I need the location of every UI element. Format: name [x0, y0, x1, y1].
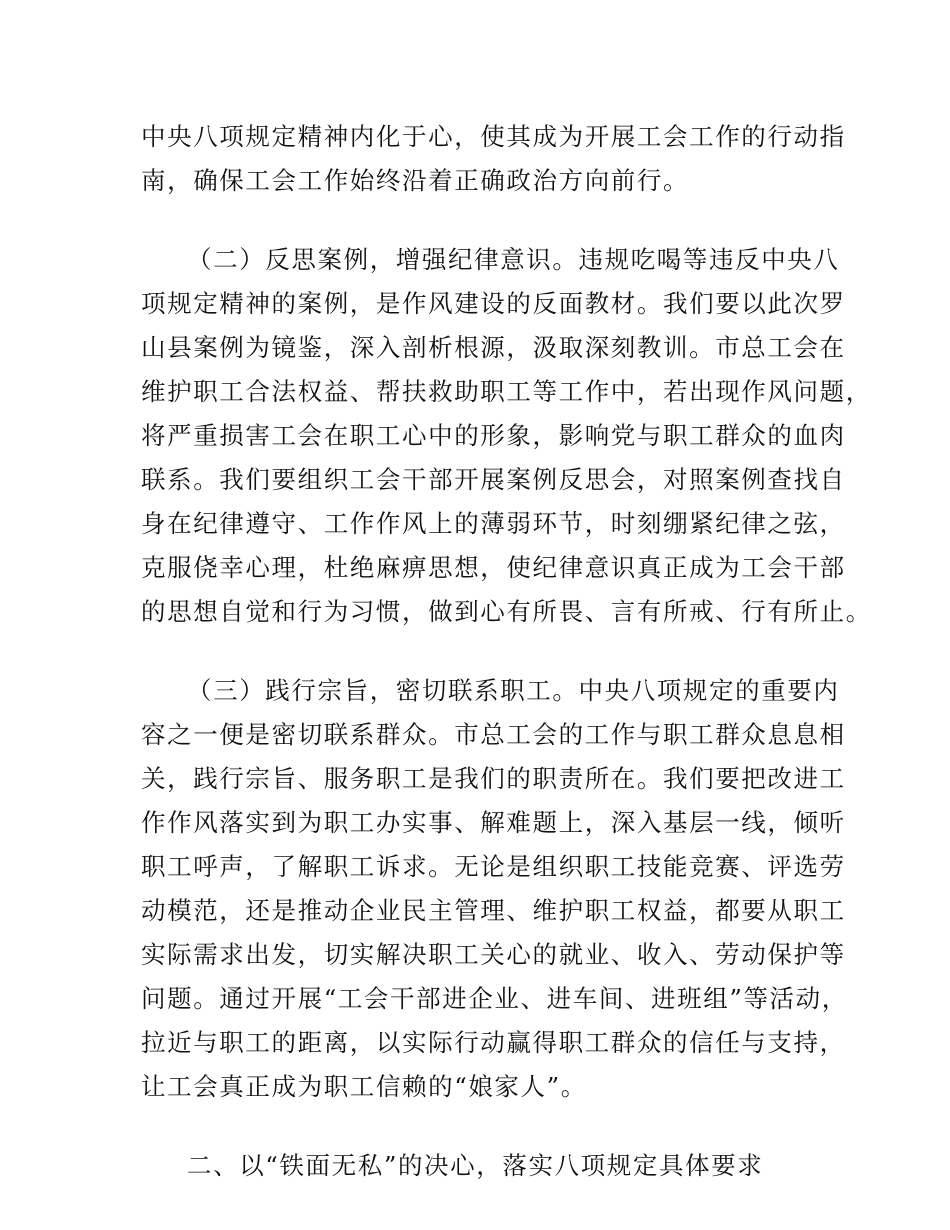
body-line: 关，践行宗旨、服务职工是我们的职责所在。我们要把改进工 — [141, 764, 846, 793]
body-line: 的思想自觉和行为习惯，做到心有所畏、言有所戒、行有所止。 — [141, 597, 872, 626]
body-line: 容之一便是密切联系群众。市总工会的工作与职工群众息息相 — [141, 720, 846, 749]
body-line: 项规定精神的案例，是作风建设的反面教材。我们要以此次罗 — [141, 289, 846, 318]
body-line: 动模范，还是推动企业民主管理、维护职工权益，都要从职工 — [141, 896, 846, 925]
body-line: 克服侥幸心理，杜绝麻痹思想，使纪律意识真正成为工会干部 — [141, 553, 846, 582]
body-line: 中央八项规定精神内化于心，使其成为开展工会工作的行动指 — [141, 122, 846, 151]
chapter-heading: 二、以“铁面无私”的决心，落实八项规定具体要求 — [187, 1151, 764, 1180]
body-line: 实际需求出发，切实解决职工关心的就业、收入、劳动保护等 — [141, 940, 846, 969]
body-line: 拉近与职工的距离，以实际行动赢得职工群众的信任与支持， — [141, 1028, 846, 1057]
body-line: 联系。我们要组织工会干部开展案例反思会，对照案例查找自 — [141, 465, 846, 494]
section-heading-three: （三）践行宗旨，密切联系职工。中央八项规定的重要内 — [187, 676, 840, 705]
body-line: 作作风落实到为职工办实事、解难题上，深入基层一线，倾听 — [141, 808, 846, 837]
body-line: 问题。通过开展“工会干部进企业、进车间、进班组”等活动， — [141, 984, 848, 1013]
body-line: 维护职工合法权益、帮扶救助职工等工作中，若出现作风问题， — [141, 377, 872, 406]
body-line: 让工会真正成为职工信赖的“娘家人”。 — [141, 1072, 587, 1101]
section-heading-two: （二）反思案例，增强纪律意识。违规吃喝等违反中央八 — [187, 245, 840, 274]
body-line: 山县案例为镜鉴，深入剖析根源，汲取深刻教训。市总工会在 — [141, 333, 846, 362]
body-line: 职工呼声，了解职工诉求。无论是组织职工技能竞赛、评选劳 — [141, 852, 846, 881]
body-line: 南，确保工会工作始终沿着正确政治方向前行。 — [141, 166, 690, 195]
body-line: 将严重损害工会在职工心中的形象，影响党与职工群众的血肉 — [141, 421, 846, 450]
body-line: 身在纪律遵守、工作作风上的薄弱环节，时刻绷紧纪律之弦， — [141, 509, 846, 538]
